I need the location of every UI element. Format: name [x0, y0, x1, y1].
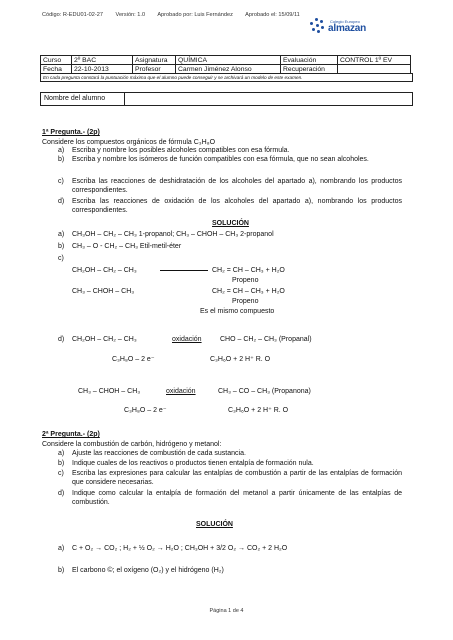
q1-sol-d2-arrow-label: oxidación	[166, 388, 196, 395]
q1-sol-d1-right: CHO – CH₂ – CH₃ (Propanal)	[220, 336, 312, 343]
q1-sol-d2-eq-right: C₃H₆O + 2 H⁺ R. O	[228, 407, 289, 414]
q1-sol-c1-right: CH₂ = CH – CH₃ + H₂O	[212, 267, 285, 274]
recuperacion-label: Recuperación	[281, 65, 338, 74]
exam-info-table	[40, 55, 411, 74]
q1-sol-c-label: c)	[58, 255, 64, 262]
q1-sol-b: CH₃ – O - CH₂ – CH₃ Etil-metil-éter	[72, 243, 182, 250]
evaluacion-value: CONTROL 1º EV	[338, 56, 411, 65]
exam-note: En cada pregunta constará la puntuación máxima que el alumno puede conseguir y se archivará un modelo de este examen.	[40, 73, 413, 82]
q1-sol-d2-left: CH₃ – CHOH – CH₃	[78, 388, 141, 395]
q1-sol-c1-name: Propeno	[232, 277, 259, 284]
q1-sol-d1-eq-right: C₃H₆O + 2 H⁺ R. O	[210, 356, 271, 363]
arrow-line-icon	[160, 270, 208, 271]
q2-sol-a: C + O₂ → CO₂ ; H₂ + ½ O₂ → H₂O ; CH₃OH + 3/2 O₂ → CO₂ + 2 H₂O	[72, 545, 288, 552]
profesor-value: Carmen Jiménez Alonso	[176, 65, 281, 74]
fecha-label: Fecha	[41, 65, 72, 74]
student-name-box	[40, 92, 413, 106]
student-name-label: Nombre del alumno	[41, 93, 125, 105]
q1-sol-c2-name: Propeno	[232, 298, 259, 305]
q1-sol-b-label: b)	[58, 243, 65, 250]
q2-solution-heading: SOLUCIÓN	[196, 521, 233, 528]
doc-approved-by: Aprobado por: Luis Fernández	[157, 12, 233, 18]
q2-sol-b-label: b)	[58, 567, 65, 574]
curso-value: 2º BAC	[72, 56, 133, 65]
q1-sol-c-note: Es el mismo compuesto	[200, 308, 275, 315]
q1-sol-a: CH₃OH – CH₂ – CH₃ 1-propanol; CH₃ – CHOH – CH₃ 2-propanol	[72, 231, 274, 238]
doc-approved-on: Aprobado el: 15/09/11	[245, 12, 300, 18]
doc-version: Versión: 1.0	[115, 12, 146, 18]
school-logo	[310, 12, 380, 42]
page-number: Página 1 de 4	[209, 608, 244, 614]
q1-sol-d-label: d)	[58, 336, 65, 343]
q1-sol-d2-right: CH₃ – CO – CH₃ (Propanona)	[218, 388, 311, 395]
q1-sol-d2-eq-left: C₃H₈O – 2 e⁻	[124, 407, 167, 414]
q2-sol-a-label: a)	[58, 545, 65, 552]
asignatura-label: Asignatura	[133, 56, 176, 65]
q2-intro: Considere la combustión de carbón, hidrógeno y metanol:	[42, 441, 222, 448]
q1-sol-d1-arrow-label: oxidación	[172, 336, 202, 343]
fecha-value: 22-10-2013	[72, 65, 133, 74]
q1-sol-d1-left: CH₂OH – CH₂ – CH₃	[72, 336, 137, 343]
logo-small-text: Colegio Europeo	[330, 19, 360, 24]
q2-title: 2ª Pregunta.- (2p)	[42, 431, 100, 438]
q1-sol-c2-left: CH₃ – CHOH – CH₃	[72, 288, 135, 295]
curso-label: Curso	[41, 56, 72, 65]
asignatura-value: QUÍMICA	[176, 56, 281, 65]
q1-intro: Considere los compuestos orgánicos de fórmula C₃H₈O	[42, 139, 216, 146]
q1-sol-c2-right: CH₂ = CH – CH₃ + H₂O	[212, 288, 285, 295]
q1-sol-a-label: a)	[58, 231, 65, 238]
q1-sol-d1-eq-left: C₃H₈O – 2 e⁻	[112, 356, 155, 363]
q1-solution-heading: SOLUCIÓN	[212, 220, 249, 227]
doc-code: Código: R-EDU01-02-27	[42, 12, 103, 18]
q1-sol-c1-left: CH₂OH – CH₂ – CH₃	[72, 267, 137, 274]
profesor-label: Profesor	[133, 65, 176, 74]
logo-dots-icon	[310, 18, 324, 34]
document-header	[42, 12, 311, 18]
q2-sol-b: El carbono ©; el oxígeno (O₂) y el hidrógeno (H₂)	[72, 567, 224, 574]
evaluacion-label: Evaluación	[281, 56, 338, 65]
q1-title: 1ª Pregunta.- (2p)	[42, 129, 100, 136]
logo-big-text: almazan	[328, 23, 367, 34]
